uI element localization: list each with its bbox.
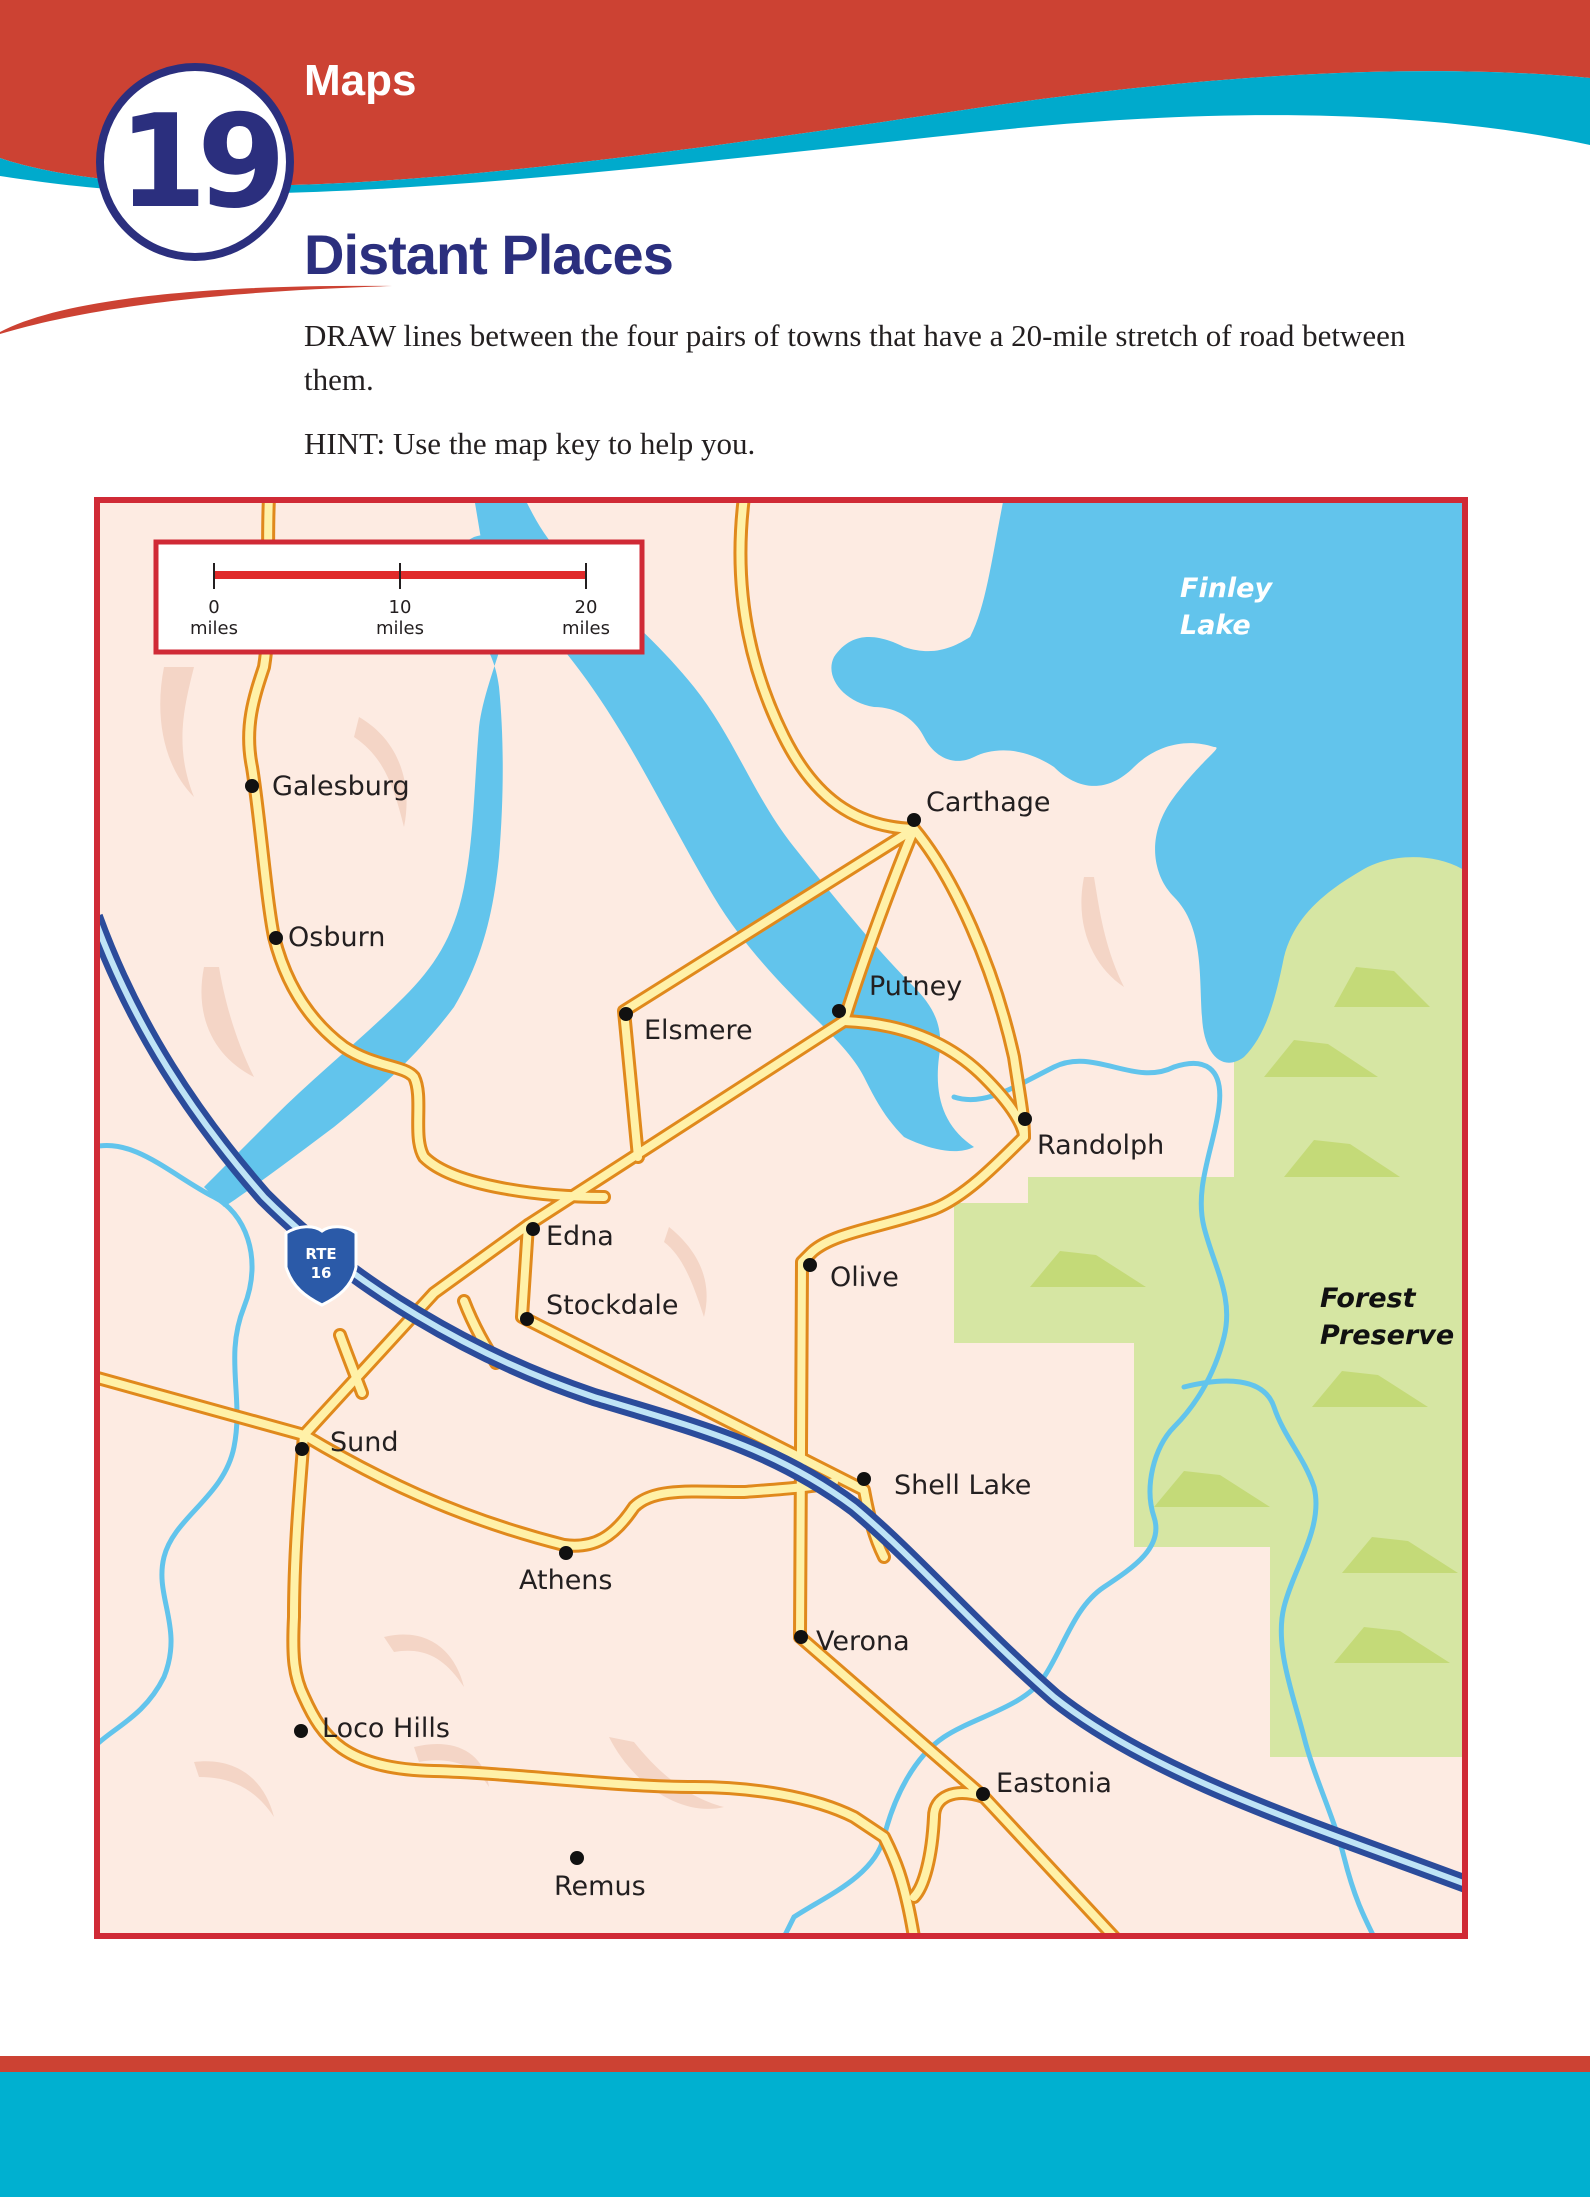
forest-label-line1: Forest xyxy=(1320,1283,1416,1314)
town-dot-carthage[interactable] xyxy=(907,813,921,827)
town-label-remus: Remus xyxy=(554,1871,646,1902)
town-label-loco-hills: Loco Hills xyxy=(322,1713,450,1744)
town-label-stockdale: Stockdale xyxy=(546,1290,679,1321)
scale-label-20: 20 xyxy=(574,597,598,618)
town-dot-verona[interactable] xyxy=(794,1630,808,1644)
town-label-eastonia: Eastonia xyxy=(996,1768,1112,1799)
page-title: Distant Places xyxy=(304,223,673,286)
town-dot-athens[interactable] xyxy=(559,1546,573,1560)
map xyxy=(94,497,1468,1939)
shield-text-rte: RTE xyxy=(305,1245,337,1263)
instruction-text: DRAW lines between the four pairs of towns that have a 20-mile stretch of road between them. xyxy=(304,318,1406,397)
scale-label-10: 10 xyxy=(388,597,412,618)
town-label-sund: Sund xyxy=(330,1427,399,1458)
shield-text-16: 16 xyxy=(310,1264,332,1282)
town-dot-elsmere[interactable] xyxy=(619,1007,633,1021)
town-dot-sund[interactable] xyxy=(295,1442,309,1456)
hint-text: HINT: Use the map key to help you. xyxy=(304,426,756,461)
town-dot-loco-hills[interactable] xyxy=(294,1724,308,1738)
town-dot-edna[interactable] xyxy=(526,1222,540,1236)
town-label-verona: Verona xyxy=(816,1626,910,1657)
scale-label-0: 0 xyxy=(208,597,220,618)
footer-stripe-blue xyxy=(0,2072,1590,2197)
town-label-shell-lake: Shell Lake xyxy=(894,1470,1032,1501)
scale-unit-0: miles xyxy=(190,618,238,639)
town-dot-galesburg[interactable] xyxy=(245,779,259,793)
town-label-carthage: Carthage xyxy=(926,787,1051,818)
town-label-randolph: Randolph xyxy=(1037,1130,1165,1161)
map-canvas xyxy=(94,497,1468,1939)
town-label-edna: Edna xyxy=(546,1221,614,1252)
town-dot-randolph[interactable] xyxy=(1018,1112,1032,1126)
town-label-athens: Athens xyxy=(519,1565,613,1596)
town-dot-eastonia[interactable] xyxy=(976,1787,990,1801)
town-dot-olive[interactable] xyxy=(803,1258,817,1272)
scale-unit-20: miles xyxy=(562,618,610,639)
footer-stripe-red xyxy=(0,2056,1590,2072)
town-dot-shell-lake[interactable] xyxy=(857,1472,871,1486)
scale-unit-10: miles xyxy=(376,618,424,639)
town-dot-stockdale[interactable] xyxy=(520,1312,534,1326)
town-label-elsmere: Elsmere xyxy=(644,1015,753,1046)
town-dot-remus[interactable] xyxy=(570,1851,584,1865)
town-dot-putney[interactable] xyxy=(832,1004,846,1018)
lake-label-line2: Lake xyxy=(1180,610,1251,641)
town-label-galesburg: Galesburg xyxy=(272,771,410,802)
section-title: Maps xyxy=(304,56,417,105)
town-label-olive: Olive xyxy=(830,1262,899,1293)
map-scale xyxy=(156,542,642,652)
activity-number: 19 xyxy=(117,88,277,237)
lake-label-line1: Finley xyxy=(1180,573,1273,604)
town-dot-osburn[interactable] xyxy=(269,931,283,945)
town-label-osburn: Osburn xyxy=(288,922,386,953)
town-label-putney: Putney xyxy=(869,971,963,1002)
forest-label-line2: Preserve xyxy=(1320,1320,1455,1351)
